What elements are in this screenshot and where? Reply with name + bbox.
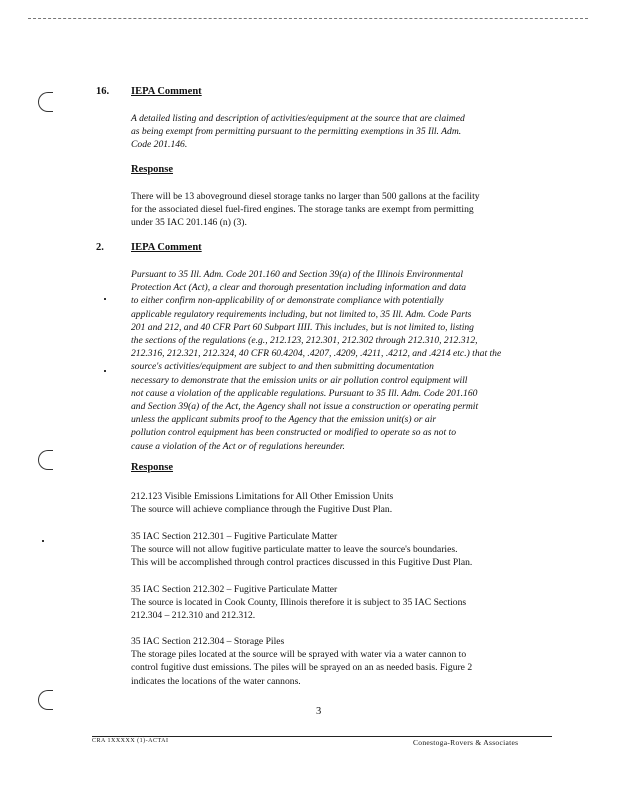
page-number: 3 [316,706,322,717]
response-text: There will be 13 aboveground diesel storage tanks no larger than 500 gallons at the facility for the associated diesel fuel-fired engines. The storage tanks are exempt from permitting under 35 IAC 201.146 (n) (3). [131,191,480,229]
response-paragraph: 35 IAC Section 212.302 – Fugitive Particulate Matter The source is located in Cook County, Illinois therefore it is subject to 35 IAC Sections 212.304 – 212.310 and 212.312. [131,584,467,622]
comment-heading: IEPA Comment [131,86,202,97]
response-paragraph: 35 IAC Section 212.301 – Fugitive Particulate Matter The source will not allow fugitive particulate matter to leave the source's boundaries. This will be accomplished through control practices discussed in this Fugitive Dust Plan. [131,531,473,569]
punch-hole-bottom [38,690,53,710]
footer-rule [92,736,552,737]
scan-speck [42,540,44,542]
scan-top-border [28,18,588,19]
scan-speck [104,370,106,372]
footer-company: Conestoga-Rovers & Associates [413,738,519,747]
scan-speck [104,298,106,300]
punch-hole-middle [38,450,53,470]
response-paragraph: 35 IAC Section 212.304 – Storage Piles The storage piles located at the source will be sprayed with water via a water cannon to control fugitive dust emissions. The piles will be sprayed on an as needed basis. Figure 2 indicates the locations of the water cannons. [131,636,473,687]
response-heading: Response [131,462,174,473]
response-heading: Response [131,164,174,175]
footer-document-code: CRA 1XXXXX (1)-ACTAI [92,738,169,744]
comment-text: A detailed listing and description of activities/equipment at the source that are claimed as being exempt from permitting pursuant to the permitting exemptions in 35 Ill. Adm. Code 201.146. [131,113,465,151]
punch-hole-top [38,92,53,112]
comment-heading: IEPA Comment [131,242,202,253]
comment-text: Pursuant to 35 Ill. Adm. Code 201.160 and Section 39(a) of the Illinois Environmental Protection Act (Act), a clear and thorough presentation including information and data to either confirm non-applicability of or demonstrate compliance with potentially applicable regulatory requirements including, but not limited to, 35 Ill. Adm. Code Parts 201 and 212, and 40 CFR Part 60 Subpart IIII. This includes, but is not limited to, listing the sections of the regulations (e.g., 212.123, 212.301, 212.302 through 212.310, 212.312, 212.316, 212.321, 212.324, 40 CFR 60.4204, .4207, .4209, .4211, .4212, and .4214 etc.) that the source's activities/equipment are subject to and then submitting documentation necessary to demonstrate that the emission units or air pollution control equipment will not cause a violation of the applicable regulations. Pursuant to 35 Ill. Adm. Code 201.160 and Section 39(a) of the Act, the Agency shall not issue a construction or operating permit unless the applicant submits proof to the Agency that the emission unit(s) or air pollution control equipment has been constructed or modified to operate so as not to cause a violation of the Act or of regulations hereunder. [131,269,502,452]
response-paragraph: 212.123 Visible Emissions Limitations for All Other Emission Units The source will achieve compliance through the Fugitive Dust Plan. [131,491,394,516]
section-number: 2. [96,242,104,253]
section-number: 16. [96,86,110,97]
